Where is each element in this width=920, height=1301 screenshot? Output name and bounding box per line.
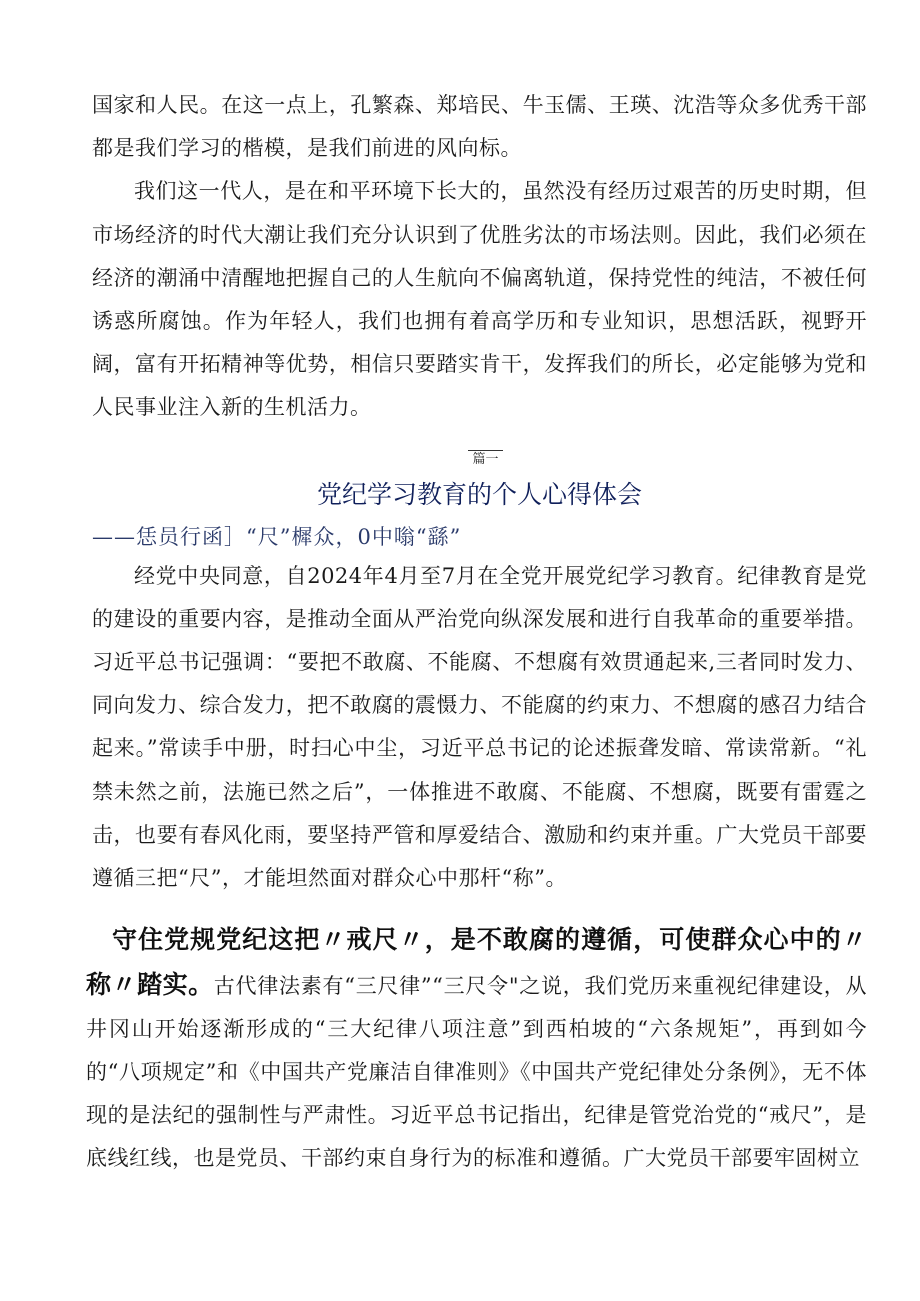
document-page [86,84,867,1180]
article-subtitle: ——恁员行函］“尺”樨众，0中嗡“繇” [92,524,462,549]
section-mark [92,450,867,469]
paragraph-4-lead-heading: 守住党规党纪这把〃戒尺〃，是不敢腐的遵循，可使群众心中的〃称〃踏实。 [86,925,867,1000]
paragraph-4 [86,918,867,1180]
article-title: 党纪学习教育的个人心得体会 [316,479,642,509]
paragraph-1: 国家和人民。在这一点上，孔繁森、郑培民、牛玉儒、王瑛、沈浩等众多优秀干部都是我们学习的楷模，是我们前进的风向标。 [92,93,867,161]
paragraph-2: 我们这一代人，是在和平环境下长大的，虽然没有经历过艰苦的历史时期，但市场经济的时代大潮让我们充分认识到了优胜劣汰的市场法则。因此，我们必须在经济的潮涌中清醒地把握自己的人生航向不偏离轨道，保持党性的纯洁，不被任何诱惑所腐蚀。作为年轻人，我们也拥有着高学历和专业知识，思想活跃，视野开阔，富有开拓精神等优势，相信只要踏实肯干，发挥我们的所长，必定能够为党和人民事业注入新的生机活力。 [92,179,867,420]
paragraph-3: 经党中央同意，自2024年4月至7月在全党开展党纪学习教育。纪律教育是党的建设的重要内容，是推动全面从严治党向纵深发展和进行自我革命的重要举措。习近平总书记强调：“要把不敢腐、不能腐、不想腐有效贯通起来,三者同时发力、同向发力、综合发力，把不敢腐的震慑力、不能腐的约束力、不想腐的感召力结合起来。”常读手中册，时扫心中尘，习近平总书记的论述振聋发暗、常读常新。“礼禁未然之前，法施已然之后”，一体推进不敢腐、不能腐、不想腐，既要有雷霆之击，也要有春风化雨，要坚持严管和厚爱结合、激励和约束并重。广大党员干部要遵循三把“尺”，才能坦然面对群众心中那杆“称”。 [92,563,867,891]
paragraph-4-body: 古代律法素有“三尺律”“三尺令"之说，我们党历来重视纪律建设，从井冈山开始逐渐形成的“三大纪律八项注意”到西柏坡的“六条规矩”，再到如今的“八项规定”和《中国共产党廉洁自律准则》《中国共产党纪律处分条例》，无不体现的是法纪的强制性与严肃性。习近平总书记指出，纪律是管党治党的“戒尺”，是底线红线，也是党员、干部约束自身行为的标准和遵循。广大党员干部要牢固树立 [86,974,867,1171]
section-mark-label: 篇一 [468,450,502,469]
